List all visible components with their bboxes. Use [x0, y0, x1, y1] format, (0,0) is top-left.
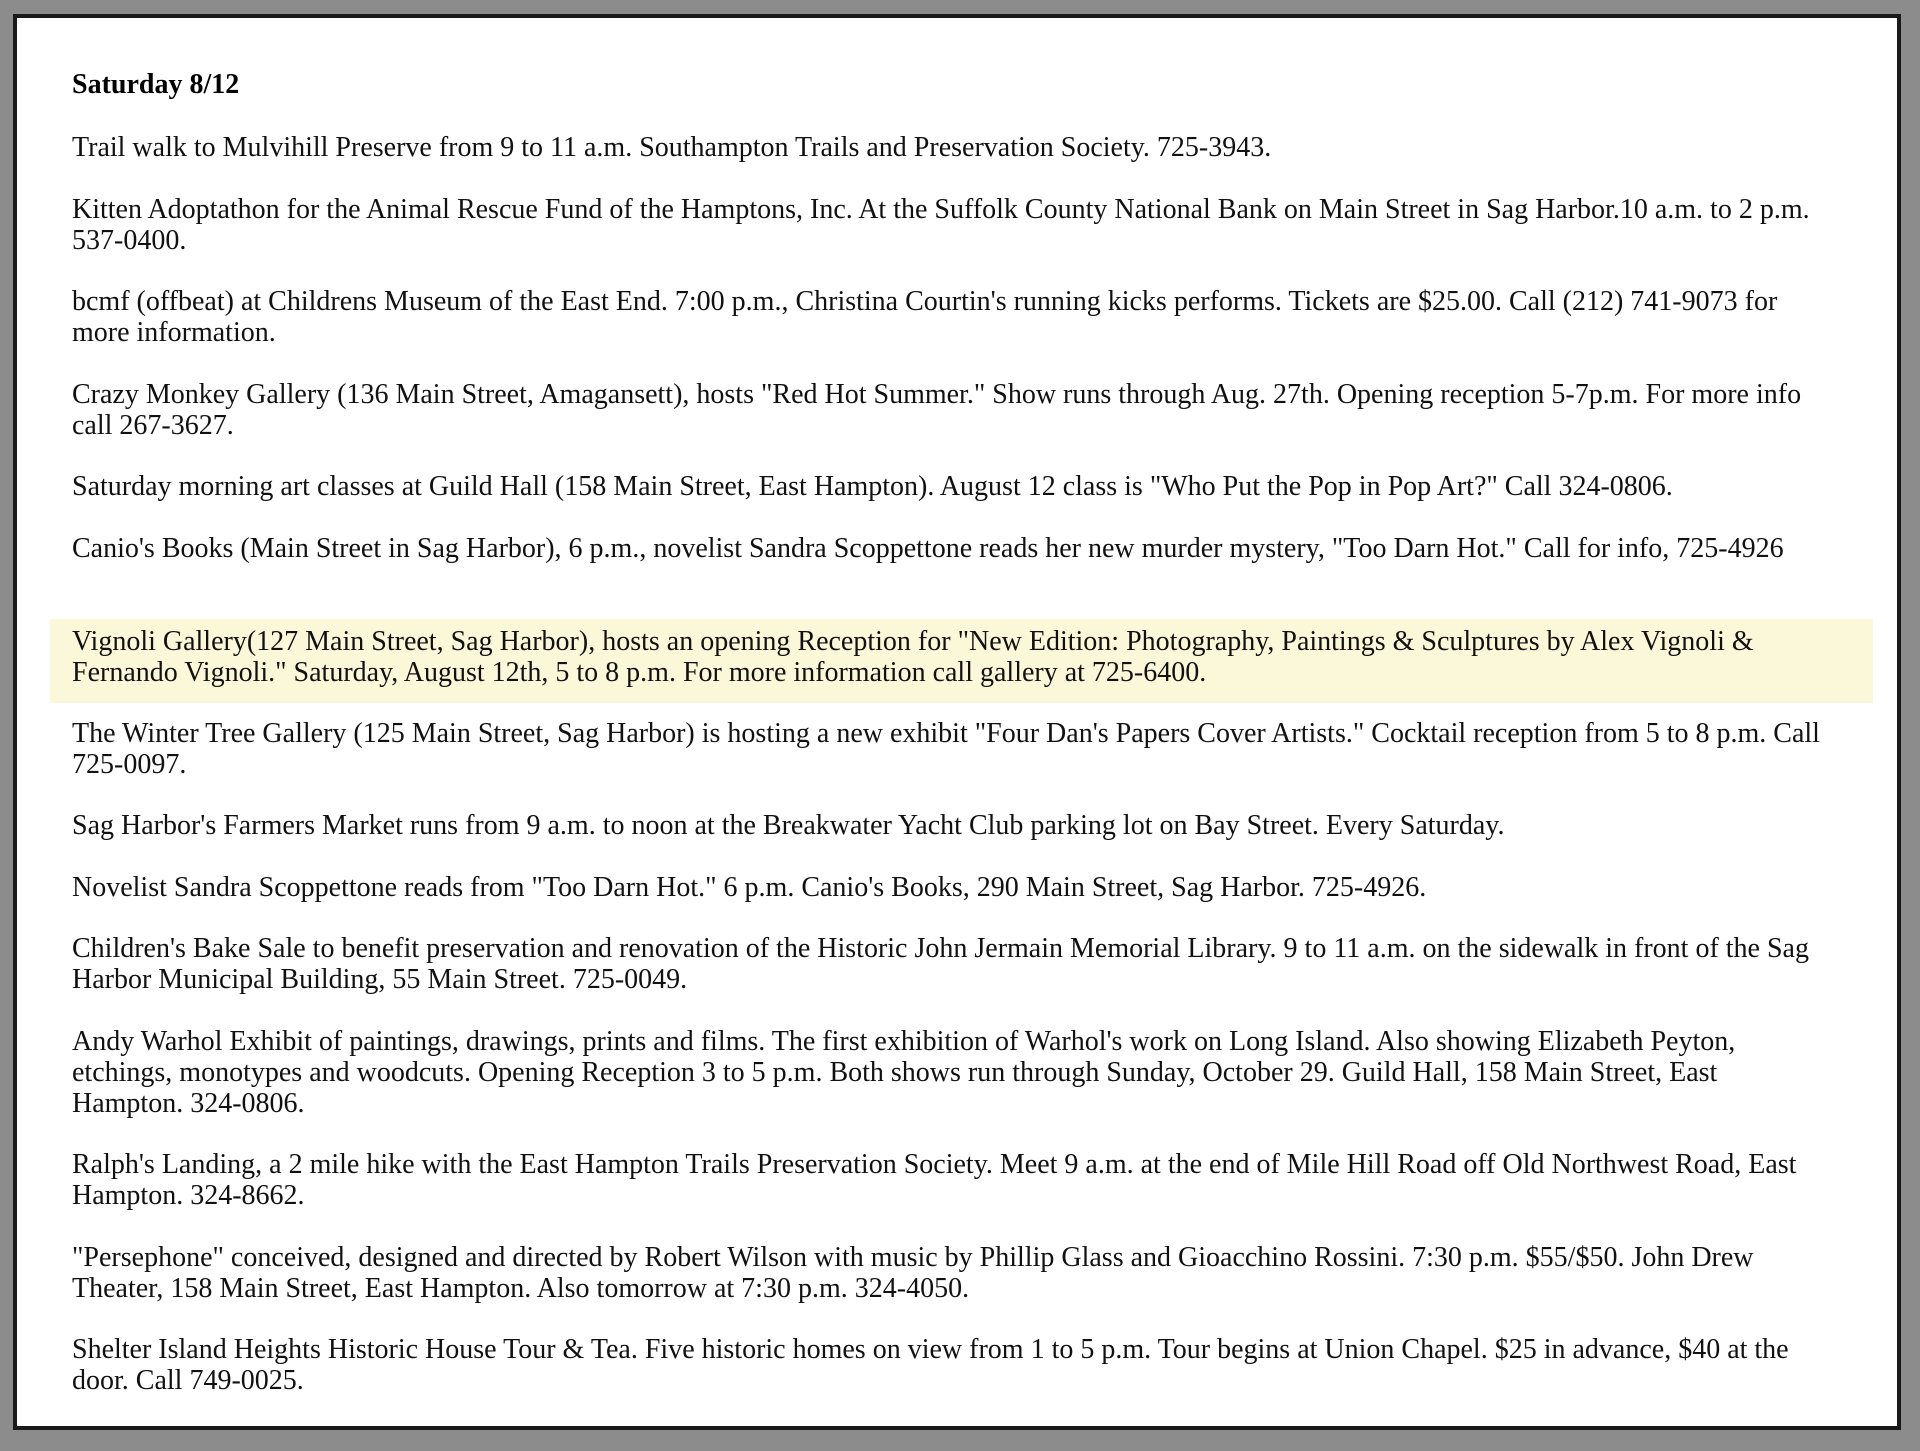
event-item: Novelist Sandra Scoppettone reads from "Too Darn Hot." 6 p.m. Canio's Books, 290 Main Street, Sag Harbor. 725-4926. — [72, 871, 1427, 903]
event-item: Kitten Adoptathon for the Animal Rescue Fund of the Hamptons, Inc. At the Suffolk County National Bank on Main Street in Sag Harbor.10 a.m. to 2 p.m. 537-0400. — [72, 193, 1810, 256]
event-item: The Winter Tree Gallery (125 Main Street, Sag Harbor) is hosting a new exhibit "Four Dan's Papers Cover Artists." Cocktail reception from 5 to 8 p.m. Call 725-0097. — [72, 717, 1820, 780]
event-item: "Persephone" conceived, designed and directed by Robert Wilson with music by Phillip Glass and Gioacchino Rossini. 7:30 p.m. $55/$50. John Drew Theater, 158 Main Street, East Hampton. Also tomorrow at 7:30 p.m. 324-4050. — [72, 1241, 1754, 1304]
event-item: Canio's Books (Main Street in Sag Harbor), 6 p.m., novelist Sandra Scoppettone reads her new murder mystery, "Too Darn Hot." Call for info, 725-4926 — [72, 532, 1784, 564]
event-item: Saturday morning art classes at Guild Hall (158 Main Street, East Hampton). August 12 class is "Who Put the Pop in Pop Art?" Call 324-0806. — [72, 471, 1673, 502]
page-heading: Saturday 8/12 — [72, 69, 240, 100]
event-item: Crazy Monkey Gallery (136 Main Street, Amagansett), hosts "Red Hot Summer." Show runs through Aug. 27th. Opening reception 5-7p.m. For more info call 267-3627. — [72, 378, 1802, 441]
event-item: bcmf (offbeat) at Childrens Museum of the East End. 7:00 p.m., Christina Courtin's running kicks performs. Tickets are $25.00. Call (212) 741-9073 for more information. — [72, 286, 1778, 348]
event-item: Andy Warhol Exhibit of paintings, drawings, prints and films. The first exhibition of Warhol's work on Long Island. Also showing Elizabeth Peyton, etchings, monotypes and woodcuts. Opening Reception 3 to 5 p.m. Both shows run through Sunday, October 29. Guild Hall, 158 Main Street, East Hampton. 324-0806. — [72, 1025, 1736, 1119]
event-item: Ralph's Landing, a 2 mile hike with the East Hampton Trails Preservation Society. Meet 9 a.m. at the end of Mile Hill Road off Old Northwest Road, East Hampton. 324-8662. — [72, 1149, 1797, 1211]
event-item: Children's Bake Sale to benefit preservation and renovation of the Historic John Jermain Memorial Library. 9 to 11 a.m. on the sidewalk in front of the Sag Harbor Municipal Building, 55 Main Street. 725-0049. — [72, 933, 1809, 995]
event-list — [17, 126, 1897, 1421]
event-item: Trail walk to Mulvihill Preserve from 9 to 11 a.m. Southampton Trails and Preservation Society. 725-3943. — [72, 132, 1272, 163]
document-page — [13, 14, 1901, 1430]
event-item: Sag Harbor's Farmers Market runs from 9 a.m. to noon at the Breakwater Yacht Club parking lot on Bay Street. Every Saturday. — [72, 810, 1505, 841]
event-item: Shelter Island Heights Historic House Tour & Tea. Five historic homes on view from 1 to 5 p.m. Tour begins at Union Chapel. $25 in advance, $40 at the door. Call 749-0025. — [72, 1334, 1789, 1396]
event-item-highlighted: Vignoli Gallery(127 Main Street, Sag Harbor), hosts an opening Reception for "New Edition: Photography, Paintings & Sculptures by Alex Vignoli & Fernando Vignoli." Saturday, August 12th, 5 to 8 p.m. For more information call gallery at 725-6400. — [50, 619, 1873, 703]
